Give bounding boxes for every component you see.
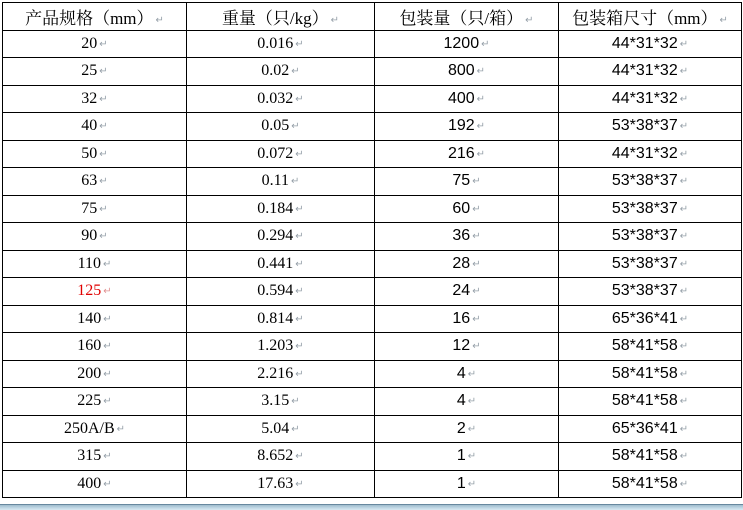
header-cell-qty[interactable] <box>375 3 559 31</box>
cell-box[interactable]: 58*41*58 ↵ <box>559 470 742 498</box>
cell-end-marker-icon: ↵ <box>99 148 108 160</box>
cell-end-marker-icon: ↵ <box>295 258 304 270</box>
cell-end-marker-icon: ↵ <box>291 66 300 78</box>
cell-weight[interactable]: 2.216 ↵ <box>187 360 375 388</box>
cell-end-marker-icon: ↵ <box>472 203 481 215</box>
cell-end-marker-icon: ↵ <box>679 396 689 408</box>
cell-end-marker-icon: ↵ <box>472 286 481 298</box>
cell-box[interactable]: 53*38*37 ↵ <box>559 278 742 306</box>
cell-end-marker-icon: ↵ <box>295 231 304 243</box>
cell-end-marker-icon: ↵ <box>103 341 112 353</box>
cell-end-marker-icon: ↵ <box>472 341 481 353</box>
cell-qty[interactable]: 75 ↵ <box>375 168 559 196</box>
cell-spec[interactable]: 125 ↵ <box>3 278 187 306</box>
cell-end-marker-icon: ↵ <box>472 258 481 270</box>
cell-end-marker-icon: ↵ <box>99 176 108 188</box>
cell-qty[interactable]: 1 ↵ <box>375 470 559 498</box>
cell-qty[interactable]: 1200 ↵ <box>375 30 559 58</box>
cell-end-marker-icon: ↵ <box>679 423 689 435</box>
cell-end-marker-icon: ↵ <box>291 423 300 435</box>
cell-end-marker-icon: ↵ <box>330 14 340 26</box>
cell-end-marker-icon: ↵ <box>679 148 689 160</box>
cell-box[interactable]: 53*38*37 ↵ <box>559 195 742 223</box>
table-row <box>3 223 742 251</box>
cell-end-marker-icon: ↵ <box>295 93 304 105</box>
cell-spec[interactable]: 40 ↵ <box>3 113 187 141</box>
cell-weight[interactable]: 0.016 ↵ <box>187 30 375 58</box>
cell-box[interactable]: 53*38*37 ↵ <box>559 113 742 141</box>
cell-box[interactable]: 44*31*32 ↵ <box>559 140 742 168</box>
cell-end-marker-icon: ↵ <box>99 38 108 50</box>
cell-spec[interactable]: 20 ↵ <box>3 30 187 58</box>
cell-qty[interactable]: 4 ↵ <box>375 360 559 388</box>
cell-qty[interactable]: 36 ↵ <box>375 223 559 251</box>
window-bottom-edge <box>0 504 743 510</box>
cell-box[interactable]: 58*41*58 ↵ <box>559 443 742 471</box>
cell-weight[interactable]: 0.02 ↵ <box>187 58 375 86</box>
cell-box[interactable]: 58*41*58 ↵ <box>559 333 742 361</box>
cell-end-marker-icon: ↵ <box>295 203 304 215</box>
cell-qty[interactable]: 2 ↵ <box>375 415 559 443</box>
cell-end-marker-icon: ↵ <box>103 313 112 325</box>
table-row <box>3 250 742 278</box>
cell-spec[interactable]: 400 ↵ <box>3 470 187 498</box>
cell-end-marker-icon: ↵ <box>679 66 689 78</box>
cell-weight[interactable]: 0.032 ↵ <box>187 85 375 113</box>
cell-end-marker-icon: ↵ <box>99 66 108 78</box>
cell-box[interactable]: 44*31*32 ↵ <box>559 30 742 58</box>
cell-end-marker-icon: ↵ <box>116 423 126 435</box>
cell-spec[interactable]: 160 ↵ <box>3 333 187 361</box>
cell-qty[interactable]: 60 ↵ <box>375 195 559 223</box>
cell-end-marker-icon: ↵ <box>103 396 112 408</box>
cell-end-marker-icon: ↵ <box>476 66 486 78</box>
cell-spec[interactable]: 75 ↵ <box>3 195 187 223</box>
cell-qty[interactable]: 400 ↵ <box>375 85 559 113</box>
table-row <box>3 30 742 58</box>
cell-end-marker-icon: ↵ <box>295 368 304 380</box>
header-label-spec: 产品规格（mm） <box>25 8 154 28</box>
table-body <box>3 30 742 498</box>
cell-end-marker-icon: ↵ <box>719 14 728 26</box>
table-row <box>3 278 742 306</box>
cell-end-marker-icon: ↵ <box>295 286 304 298</box>
cell-end-marker-icon: ↵ <box>467 368 477 380</box>
table-row <box>3 195 742 223</box>
cell-end-marker-icon: ↵ <box>99 203 108 215</box>
cell-qty[interactable]: 192 ↵ <box>375 113 559 141</box>
header-label-weight: 重量（只/kg） <box>221 8 329 28</box>
cell-spec[interactable]: 32 ↵ <box>3 85 187 113</box>
table-row <box>3 415 742 443</box>
cell-qty[interactable]: 4 ↵ <box>375 388 559 416</box>
cell-end-marker-icon: ↵ <box>467 478 477 490</box>
cell-end-marker-icon: ↵ <box>679 258 689 270</box>
cell-end-marker-icon: ↵ <box>295 478 304 490</box>
cell-qty[interactable]: 1 ↵ <box>375 443 559 471</box>
cell-qty[interactable]: 12 ↵ <box>375 333 559 361</box>
cell-end-marker-icon: ↵ <box>679 203 689 215</box>
cell-end-marker-icon: ↵ <box>155 14 164 26</box>
cell-end-marker-icon: ↵ <box>103 478 112 490</box>
cell-end-marker-icon: ↵ <box>295 451 304 463</box>
cell-qty[interactable]: 16 ↵ <box>375 305 559 333</box>
cell-end-marker-icon: ↵ <box>467 451 477 463</box>
cell-box[interactable]: 44*31*32 ↵ <box>559 58 742 86</box>
cell-box[interactable]: 58*41*58 ↵ <box>559 360 742 388</box>
cell-qty[interactable]: 800 ↵ <box>375 58 559 86</box>
cell-spec[interactable]: 315 ↵ <box>3 443 187 471</box>
cell-end-marker-icon: ↵ <box>476 121 486 133</box>
cell-box[interactable]: 65*36*41 ↵ <box>559 415 742 443</box>
cell-end-marker-icon: ↵ <box>291 396 300 408</box>
cell-end-marker-icon: ↵ <box>99 121 108 133</box>
cell-weight[interactable]: 0.294 ↵ <box>187 223 375 251</box>
header-label-qty: 包装量（只/箱） <box>399 8 524 28</box>
cell-end-marker-icon: ↵ <box>99 231 108 243</box>
header-cell-weight[interactable] <box>187 3 375 31</box>
cell-box[interactable]: 58*41*58 ↵ <box>559 388 742 416</box>
cell-spec[interactable]: 110 ↵ <box>3 250 187 278</box>
cell-weight[interactable]: 0.594 ↵ <box>187 278 375 306</box>
cell-spec[interactable]: 63 ↵ <box>3 168 187 196</box>
table-row <box>3 388 742 416</box>
cell-end-marker-icon: ↵ <box>679 451 689 463</box>
cell-end-marker-icon: ↵ <box>295 313 304 325</box>
cell-end-marker-icon: ↵ <box>679 478 689 490</box>
cell-end-marker-icon: ↵ <box>295 341 304 353</box>
table-row <box>3 443 742 471</box>
cell-spec[interactable]: 25 ↵ <box>3 58 187 86</box>
cell-end-marker-icon: ↵ <box>295 38 304 50</box>
cell-spec[interactable]: 200 ↵ <box>3 360 187 388</box>
cell-weight[interactable]: 0.05 ↵ <box>187 113 375 141</box>
cell-weight[interactable]: 0.072 ↵ <box>187 140 375 168</box>
cell-box[interactable]: 53*38*37 ↵ <box>559 168 742 196</box>
cell-weight[interactable]: 0.11 ↵ <box>187 168 375 196</box>
cell-box[interactable]: 44*31*32 ↵ <box>559 85 742 113</box>
header-cell-box[interactable] <box>559 3 742 31</box>
cell-end-marker-icon: ↵ <box>679 176 689 188</box>
cell-spec[interactable]: 225 ↵ <box>3 388 187 416</box>
cell-end-marker-icon: ↵ <box>103 368 112 380</box>
cell-weight[interactable]: 0.184 ↵ <box>187 195 375 223</box>
cell-weight[interactable]: 3.15 ↵ <box>187 388 375 416</box>
cell-end-marker-icon: ↵ <box>476 93 486 105</box>
table-header-row <box>3 3 742 31</box>
cell-end-marker-icon: ↵ <box>481 38 490 50</box>
cell-end-marker-icon: ↵ <box>679 368 689 380</box>
cell-weight[interactable]: 1.203 ↵ <box>187 333 375 361</box>
cell-spec[interactable]: 250A/B ↵ <box>3 415 187 443</box>
cell-end-marker-icon: ↵ <box>291 176 300 188</box>
header-label-box: 包装箱尺寸（mm） <box>572 8 718 28</box>
cell-end-marker-icon: ↵ <box>679 313 689 325</box>
product-spec-table <box>2 2 742 498</box>
cell-end-marker-icon: ↵ <box>679 93 689 105</box>
table-row <box>3 85 742 113</box>
table-row <box>3 140 742 168</box>
cell-qty[interactable]: 24 ↵ <box>375 278 559 306</box>
cell-end-marker-icon: ↵ <box>525 14 534 26</box>
cell-spec[interactable]: 90 ↵ <box>3 223 187 251</box>
cell-box[interactable]: 65*36*41 ↵ <box>559 305 742 333</box>
table-row <box>3 305 742 333</box>
cell-box[interactable]: 53*38*37 ↵ <box>559 223 742 251</box>
cell-end-marker-icon: ↵ <box>99 93 108 105</box>
cell-end-marker-icon: ↵ <box>472 231 481 243</box>
cell-qty[interactable]: 28 ↵ <box>375 250 559 278</box>
cell-end-marker-icon: ↵ <box>472 313 481 325</box>
cell-weight[interactable]: 5.04 ↵ <box>187 415 375 443</box>
cell-end-marker-icon: ↵ <box>467 423 477 435</box>
cell-weight[interactable]: 0.441 ↵ <box>187 250 375 278</box>
cell-end-marker-icon: ↵ <box>103 451 112 463</box>
cell-end-marker-icon: ↵ <box>679 231 689 243</box>
cell-end-marker-icon: ↵ <box>476 148 486 160</box>
cell-end-marker-icon: ↵ <box>679 121 689 133</box>
cell-weight[interactable]: 0.814 ↵ <box>187 305 375 333</box>
cell-end-marker-icon: ↵ <box>472 176 481 188</box>
table-row <box>3 168 742 196</box>
cell-qty[interactable]: 216 ↵ <box>375 140 559 168</box>
cell-spec[interactable]: 50 ↵ <box>3 140 187 168</box>
cell-spec[interactable]: 140 ↵ <box>3 305 187 333</box>
header-cell-spec[interactable] <box>3 3 187 31</box>
cell-end-marker-icon: ↵ <box>103 286 112 298</box>
table-row <box>3 333 742 361</box>
cell-weight[interactable]: 17.63 ↵ <box>187 470 375 498</box>
cell-end-marker-icon: ↵ <box>291 121 300 133</box>
cell-end-marker-icon: ↵ <box>679 286 689 298</box>
table-row <box>3 58 742 86</box>
cell-end-marker-icon: ↵ <box>467 396 477 408</box>
table-row <box>3 113 742 141</box>
cell-end-marker-icon: ↵ <box>679 38 689 50</box>
cell-box[interactable]: 53*38*37 ↵ <box>559 250 742 278</box>
cell-end-marker-icon: ↵ <box>103 258 112 270</box>
cell-end-marker-icon: ↵ <box>295 148 304 160</box>
table-row <box>3 470 742 498</box>
cell-end-marker-icon: ↵ <box>679 341 689 353</box>
cell-weight[interactable]: 8.652 ↵ <box>187 443 375 471</box>
table-row <box>3 360 742 388</box>
